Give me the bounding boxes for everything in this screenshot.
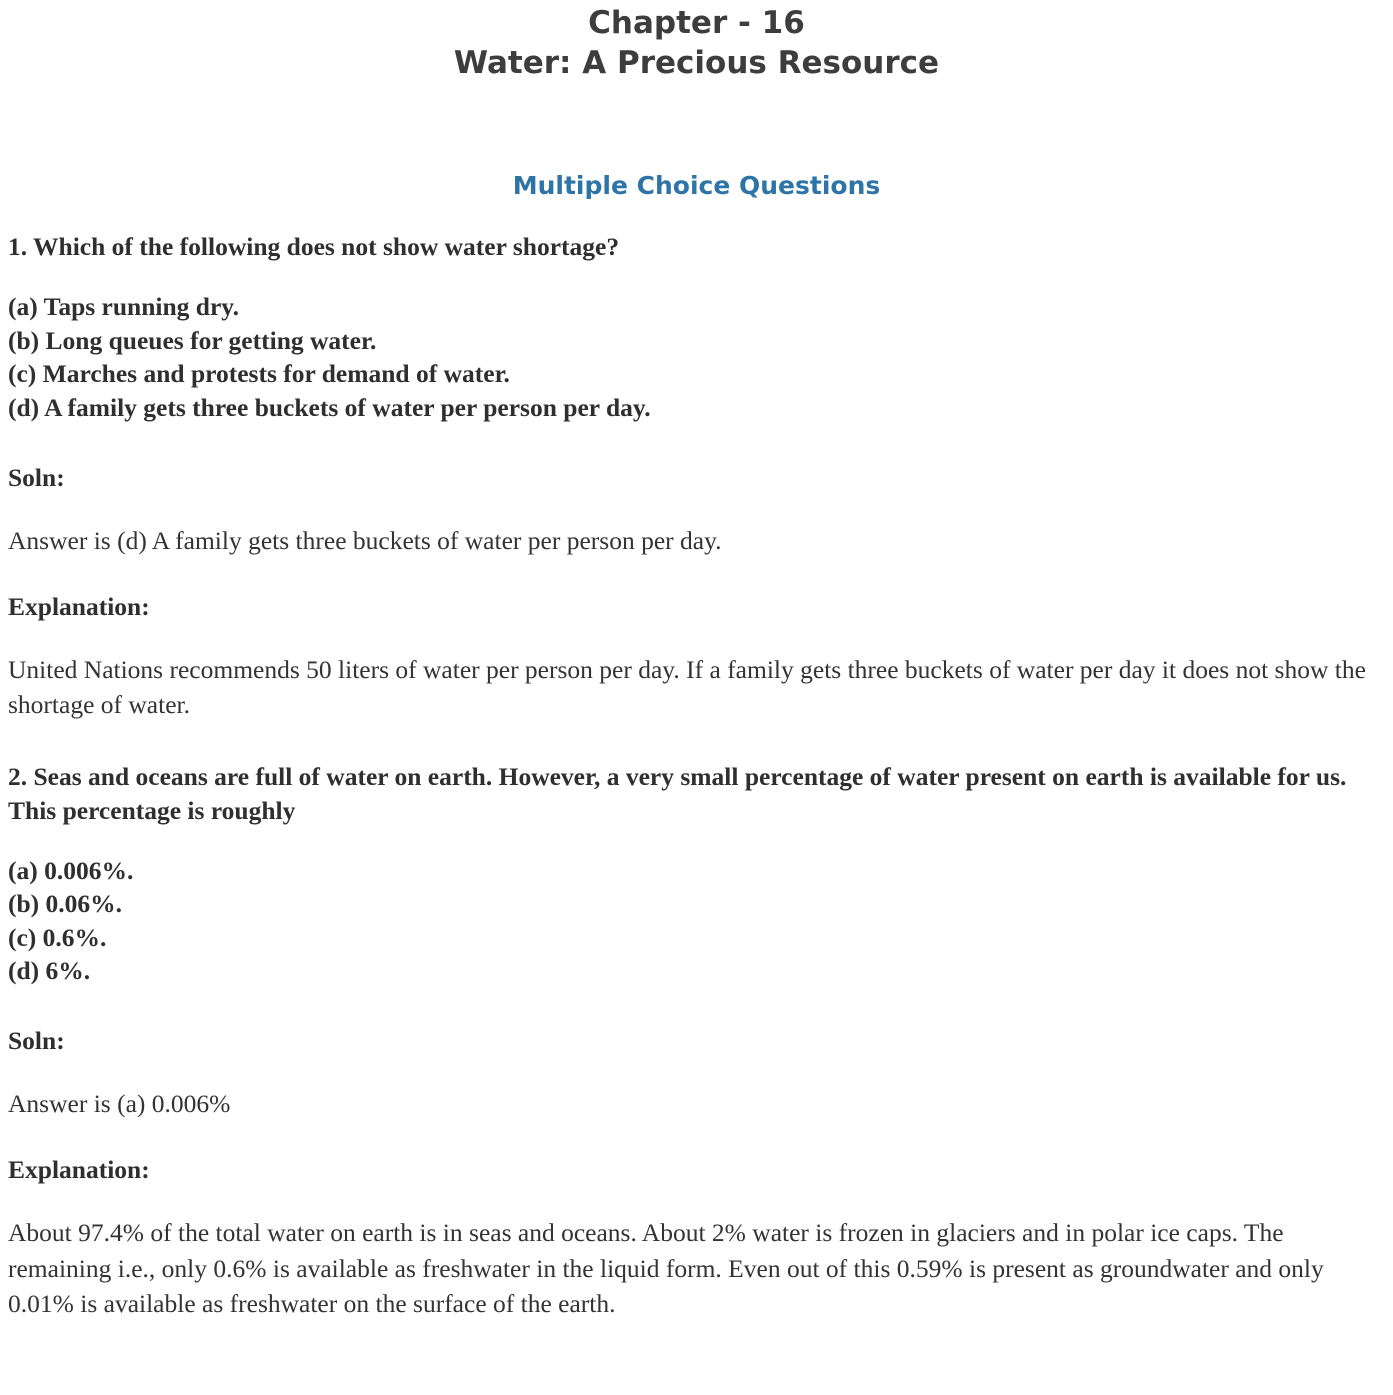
question-block [8, 200, 1385, 722]
option-a: (a) 0.006%. [8, 855, 134, 885]
option-c: (c) 0.6%. [8, 922, 107, 952]
option-d: (d) A family gets three buckets of water per person per day. [8, 392, 651, 422]
options-list [8, 264, 1385, 425]
page-title [8, 0, 1385, 83]
option-b: (b) Long queues for getting water. [8, 325, 377, 355]
question-text: 1. Which of the following does not show water shortage? [8, 232, 620, 262]
explanation-text: About 97.4% of the total water on earth is in seas and oceans. About 2% water is frozen in glaciers and in polar ice caps. The remaining i.e., only 0.6% is available as freshwater in the liquid form. Even out of this 0.59% is present as groundwater and only 0.01% is available as freshwater on the surface of the earth. [8, 1218, 1324, 1318]
question-text: 2. Seas and oceans are full of water on earth. However, a very small percentage of water present on earth is available for us. This percentage is roughly [8, 762, 1347, 825]
answer-text: Answer is (d) A family gets three buckets of water per person per day. [8, 525, 722, 555]
option-c: (c) Marches and protests for demand of water. [8, 359, 510, 389]
chapter-name: Water: A Precious Resource [453, 44, 940, 81]
option-b: (b) 0.06%. [8, 889, 123, 919]
solution-label: Soln: [8, 1026, 65, 1056]
answer-text: Answer is (a) 0.006% [8, 1089, 231, 1119]
question-block [8, 722, 1385, 1321]
chapter-number: Chapter - 16 [588, 5, 805, 41]
option-a: (a) Taps running dry. [8, 292, 240, 321]
options-list [8, 828, 1385, 989]
solution-label: Soln: [8, 462, 65, 492]
option-d: (d) 6%. [8, 956, 91, 986]
explanation-text: United Nations recommends 50 liters of water per person per day. If a family gets three buckets of water per day it does not show the shortage of water. [8, 654, 1366, 719]
explanation-label: Explanation: [8, 1155, 150, 1185]
section-heading: Multiple Choice Questions [512, 171, 881, 201]
explanation-label: Explanation: [8, 591, 150, 621]
